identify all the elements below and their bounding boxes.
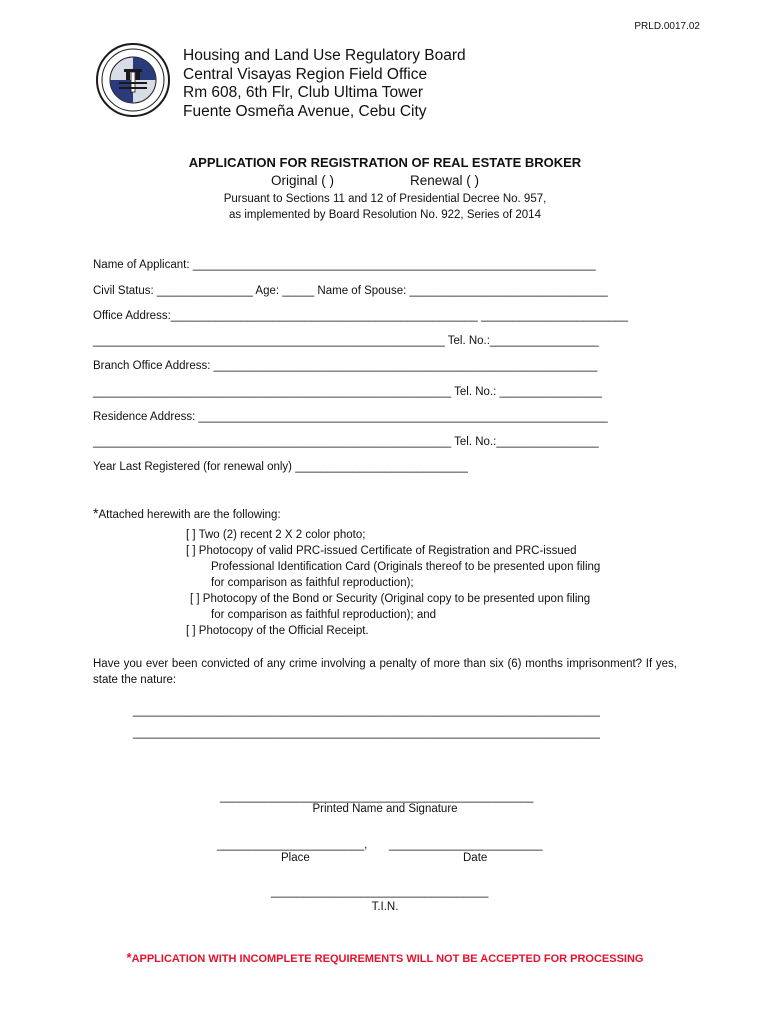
branch-tel-field[interactable]: ________________________________________________________ Tel. No.: ________________ <box>93 386 602 398</box>
attached-heading-text: Attached herewith are the following: <box>98 509 281 521</box>
requirement-prc-certificate-cont2: for comparison as faithful reproduction); <box>211 577 414 589</box>
agency-name: Housing and Land Use Regulatory Board <box>183 47 466 64</box>
form-title: APPLICATION FOR REGISTRATION OF REAL ESTATE BROKER <box>188 155 582 170</box>
original-option[interactable]: Original ( ) <box>271 173 335 188</box>
conviction-question: Have you ever been convicted of any crime involving a penalty of more than six (6) months imprisonment? If yes, state the nature: <box>93 658 677 686</box>
region-office: Central Visayas Region Field Office <box>183 65 428 83</box>
attached-heading <box>93 505 281 521</box>
date-label: Date <box>463 852 488 864</box>
agency-address-block <box>183 47 466 121</box>
office-tel-field[interactable]: _______________________________________________________ Tel. No.:_________________ <box>93 335 599 347</box>
tin-line[interactable]: __________________________________ <box>271 886 489 898</box>
answer-line-1[interactable]: _________________________________________________________________________ <box>133 705 600 717</box>
requirement-bond-cont: for comparison as faithful reproduction); and <box>211 609 437 621</box>
incomplete-requirements-warning <box>0 950 770 965</box>
civil-status-field[interactable]: Civil Status: _______________ Age: _____ Name of Spouse: _______________________________ <box>93 285 608 297</box>
office-room: Rm 608, 6th Flr, Club Ultima Tower <box>183 84 424 101</box>
residence-address-field[interactable]: Residence Address: ________________________________________________________________ <box>93 411 608 423</box>
warning-text: APPLICATION WITH INCOMPLETE REQUIREMENTS WILL NOT BE ACCEPTED FOR PROCESSING <box>131 953 644 965</box>
branch-office-address-field[interactable]: Branch Office Address: ____________________________________________________________ <box>93 360 598 372</box>
hlurb-logo <box>95 42 171 118</box>
place-line[interactable]: _______________________, <box>217 839 368 851</box>
form-code: PRLD.0017.02 <box>634 21 700 32</box>
legal-basis-line-2: as implemented by Board Resolution No. 922, Series of 2014 <box>229 209 541 221</box>
warning-asterisk: * <box>126 950 132 965</box>
requirement-photo[interactable]: [ ] Two (2) recent 2 X 2 color photo; <box>186 529 366 541</box>
answer-line-2[interactable]: _________________________________________________________________________ <box>133 727 600 739</box>
requirement-bond[interactable]: [ ] Photocopy of the Bond or Security (Original copy to be presented upon filing <box>190 593 591 605</box>
requirement-prc-certificate-cont: Professional Identification Card (Originals thereof to be presented upon filing <box>211 561 601 573</box>
office-street: Fuente Osmeña Avenue, Cebu City <box>183 102 427 120</box>
year-last-registered-field[interactable]: Year Last Registered (for renewal only) ___________________________ <box>93 461 468 473</box>
legal-basis <box>0 191 770 223</box>
asterisk-mark: * <box>93 505 99 521</box>
place-label: Place <box>281 852 310 864</box>
requirement-prc-certificate[interactable]: [ ] Photocopy of valid PRC-issued Certificate of Registration and PRC-issued <box>186 545 577 557</box>
renewal-option[interactable]: Renewal ( ) <box>410 173 480 188</box>
tin-label: T.I.N. <box>371 901 399 913</box>
requirement-official-receipt[interactable]: [ ] Photocopy of the Official Receipt. <box>186 625 369 637</box>
name-of-applicant-field[interactable]: Name of Applicant: _______________________________________________________________ <box>93 259 596 271</box>
residence-tel-field[interactable]: ________________________________________________________ Tel. No.:________________ <box>93 436 599 448</box>
office-address-field[interactable]: Office Address:________________________________________________ _______________________ <box>93 310 629 322</box>
signature-label: Printed Name and Signature <box>312 803 458 815</box>
legal-basis-line-1: Pursuant to Sections 11 and 12 of Presidential Decree No. 957, <box>223 193 547 205</box>
signature-line[interactable]: _________________________________________________ <box>220 791 534 803</box>
date-line[interactable]: ________________________ <box>389 839 543 851</box>
